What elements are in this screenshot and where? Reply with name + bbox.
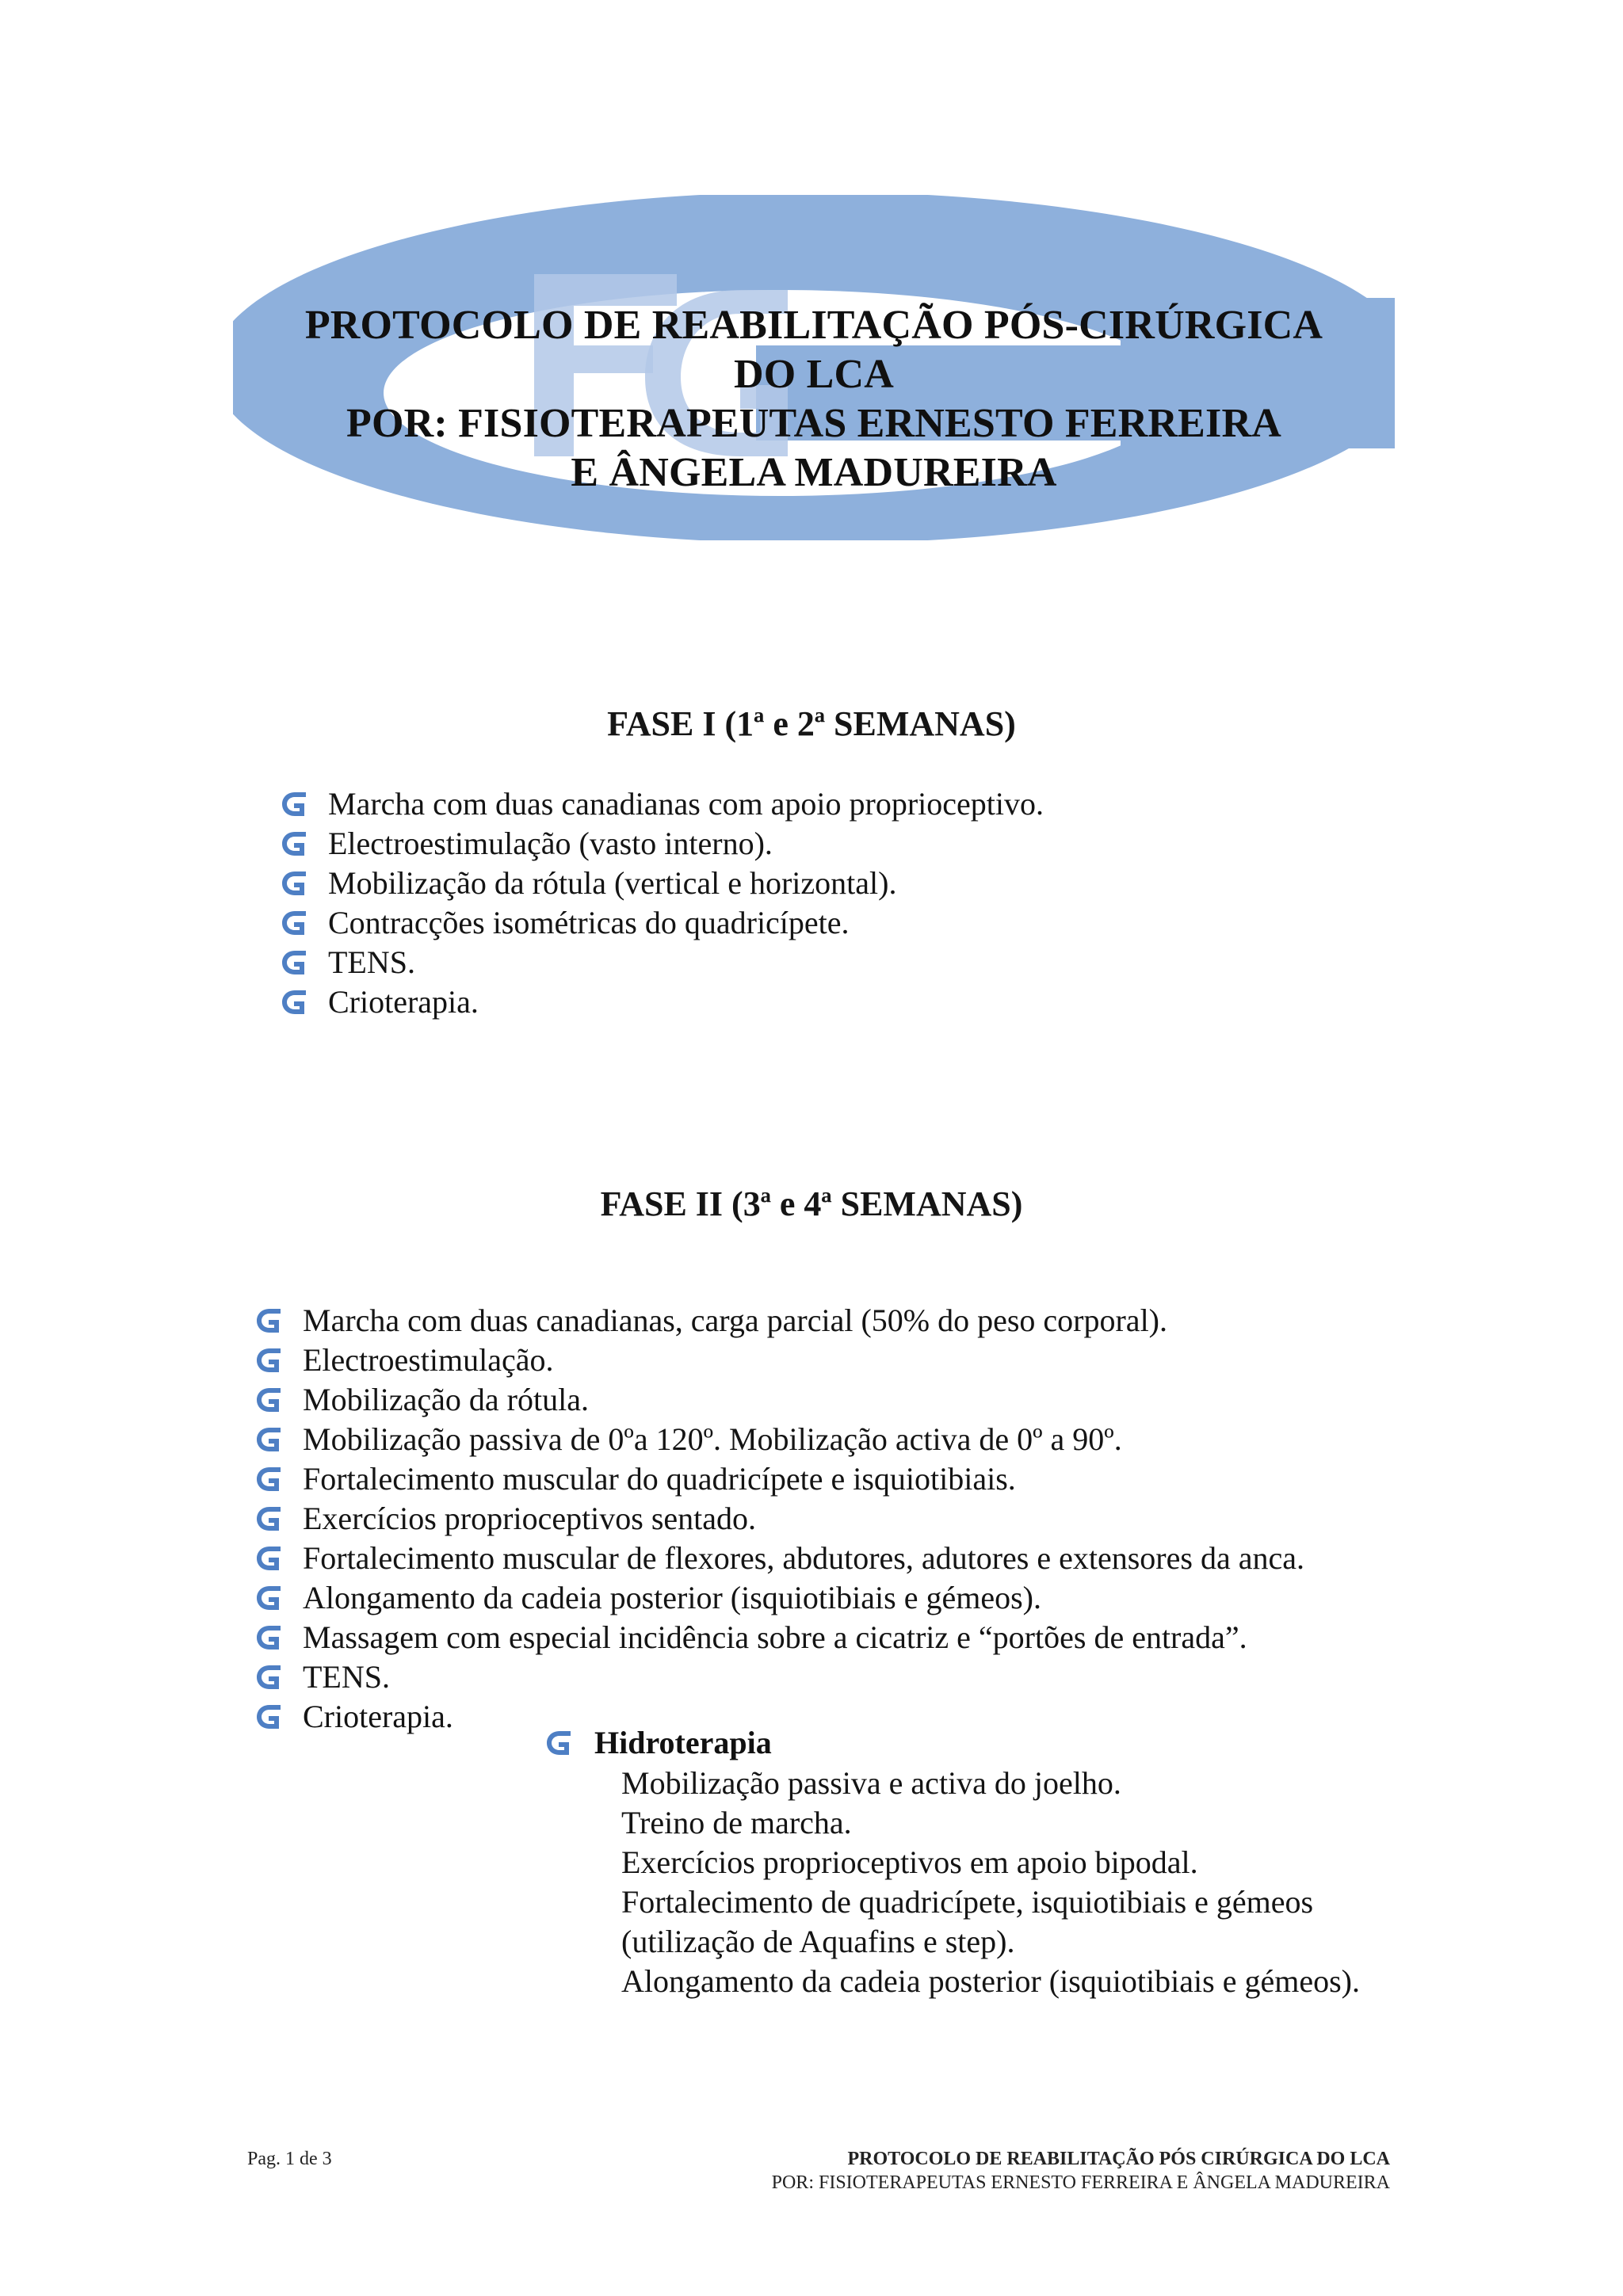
- list-item-text: Exercícios proprioceptivos sentado.: [303, 1501, 757, 1536]
- g-logo-bullet-icon: [255, 1386, 284, 1413]
- hidroterapia-line: (utilização de Aquafins e step).: [621, 1924, 1015, 1959]
- g-logo-bullet-icon: [281, 949, 309, 976]
- footer-title: PROTOCOLO DE REABILITAÇÃO PÓS CIRÚRGICA DO LCA: [847, 2149, 1390, 2169]
- hidroterapia-list: [621, 1764, 1360, 2001]
- list-item-text: Marcha com duas canadianas, carga parcial (50% do peso corporal).: [303, 1302, 1167, 1338]
- hidroterapia-line: Treino de marcha.: [621, 1805, 852, 1840]
- g-logo-bullet-icon: [255, 1545, 284, 1572]
- hidroterapia-line: Fortalecimento de quadricípete, isquiotibiais e gémeos: [621, 1884, 1314, 1920]
- document-title-line-2: DO LCA: [734, 352, 894, 397]
- fase1-heading: FASE I (1ª e 2ª SEMANAS): [607, 704, 1016, 743]
- g-logo-bullet-icon: [255, 1466, 284, 1493]
- list-item-text: Marcha com duas canadianas com apoio proprioceptivo.: [328, 786, 1044, 822]
- g-logo-bullet-icon: [255, 1426, 284, 1453]
- list-item-text: Crioterapia.: [303, 1699, 453, 1734]
- hidroterapia-line: Exercícios proprioceptivos em apoio bipodal.: [621, 1844, 1198, 1880]
- list-item-text: Massagem com especial incidência sobre a cicatriz e “portões de entrada”.: [303, 1619, 1247, 1655]
- fase2-heading: FASE II (3ª e 4ª SEMANAS): [600, 1184, 1023, 1223]
- list-item-text: TENS.: [303, 1659, 390, 1695]
- list-item-text: Mobilização da rótula.: [303, 1382, 589, 1417]
- g-logo-bullet-icon: [281, 870, 309, 897]
- g-logo-bullet-icon: [281, 989, 309, 1016]
- list-item-text: Electroestimulação (vasto interno).: [328, 826, 773, 861]
- list-item-text: Electroestimulação.: [303, 1342, 554, 1378]
- list-item-text: Fortalecimento muscular de flexores, abdutores, adutores e extensores da anca.: [303, 1540, 1304, 1576]
- list-item-text: Mobilização da rótula (vertical e horizontal).: [328, 865, 897, 901]
- document-title-line-4: E ÂNGELA MADUREIRA: [571, 450, 1057, 495]
- footer-document-info: [772, 2147, 1390, 2195]
- g-logo-bullet-icon: [281, 910, 309, 936]
- g-logo-bullet-icon: [255, 1664, 284, 1691]
- g-logo-bullet-icon: [255, 1307, 284, 1334]
- g-logo-bullet-icon: [255, 1505, 284, 1532]
- g-logo-bullet-icon: [545, 1730, 574, 1756]
- document-title-line-3: POR: FISIOTERAPEUTAS ERNESTO FERREIRA: [346, 401, 1281, 446]
- g-logo-bullet-icon: [255, 1624, 284, 1651]
- list-item-text: Crioterapia.: [328, 984, 479, 1020]
- footer-authors: POR: FISIOTERAPEUTAS ERNESTO FERREIRA E ÂNGELA MADUREIRA: [771, 2172, 1390, 2193]
- list-item-text: Fortalecimento muscular do quadricípete e isquiotibiais.: [303, 1461, 1016, 1497]
- list-item-text: Contracções isométricas do quadricípete.: [328, 905, 850, 940]
- g-logo-bullet-icon: [281, 791, 309, 818]
- hidroterapia-line: Mobilização passiva e activa do joelho.: [621, 1765, 1121, 1801]
- hidroterapia-title: Hidroterapia: [594, 1725, 772, 1760]
- list-item-text: Mobilização passiva de 0ºa 120º. Mobilização activa de 0º a 90º.: [303, 1421, 1122, 1457]
- g-logo-bullet-icon: [255, 1585, 284, 1611]
- g-logo-bullet-icon: [281, 830, 309, 857]
- g-logo-bullet-icon: [255, 1347, 284, 1374]
- list-item-text: TENS.: [328, 944, 415, 980]
- page-number: Pag. 1 de 3: [247, 2149, 332, 2169]
- list-item-text: Alongamento da cadeia posterior (isquiotibiais e gémeos).: [303, 1580, 1041, 1615]
- g-logo-bullet-icon: [255, 1703, 284, 1730]
- hidroterapia-line: Alongamento da cadeia posterior (isquiotibiais e gémeos).: [621, 1963, 1360, 1999]
- document-title-line-1: PROTOCOLO DE REABILITAÇÃO PÓS-CIRÚRGICA: [304, 303, 1323, 348]
